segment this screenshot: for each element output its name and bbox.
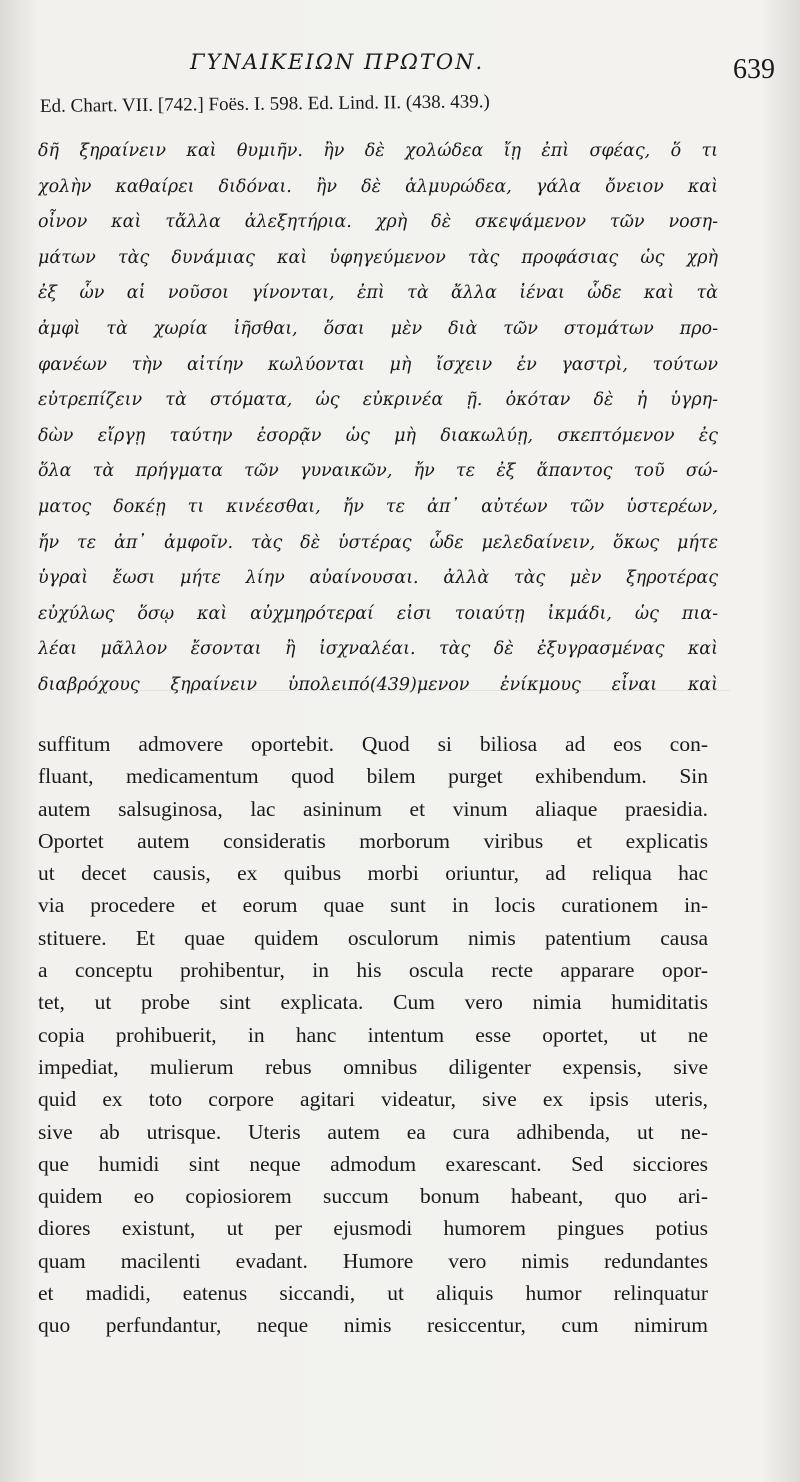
greek-text-line: ὅλα τὰ πρήγματα τῶν γυναικῶν, ἤν τε ἐξ ἅπαντος τοῦ σώ- bbox=[38, 461, 718, 482]
edition-reference-line: Ed. Chart. VII. [742.] Foës. I. 598. Ed. Lind. II. (438. 439.) bbox=[39, 91, 490, 117]
greek-text-line: ἀμφὶ τὰ χωρία ἰῆσθαι, ὅσαι μὲν διὰ τῶν στομάτων προ- bbox=[38, 318, 718, 339]
latin-text-line: fluant, medicamentum quod bilem purget exhibendum. Sin bbox=[38, 764, 708, 789]
greek-text-line: εὐχύλως ὅσῳ καὶ αὐχμηρότεραί εἰσι τοιαύτῃ ἰκμάδι, ὡς πια- bbox=[38, 603, 718, 624]
greek-text-line: ματος δοκέῃ τι κινέεσθαι, ἤν τε ἀπ᾽ αὐτέων τῶν ὑστερέων, bbox=[38, 496, 718, 517]
latin-text-line: sive ab utrisque. Uteris autem ea cura adhibenda, ut ne- bbox=[38, 1119, 708, 1144]
greek-text-line: λέαι μᾶλλον ἔσονται ἢ ἰσχναλέαι. τὰς δὲ ἐξυγρασμένας καὶ bbox=[38, 639, 718, 660]
latin-text-line: suffitum admovere oportebit. Quod si biliosa ad eos con- bbox=[38, 732, 708, 756]
greek-text-line: οἶνον καὶ τἄλλα ἀλεξητήρια. χρὴ δὲ σκεψάμενον τῶν νοση- bbox=[38, 212, 718, 233]
greek-text-block bbox=[38, 134, 718, 704]
latin-text-line: copia prohibuerit, in hanc intentum esse oportet, ut ne bbox=[38, 1022, 708, 1047]
latin-text-line: via procedere et eorum quae sunt in locis curationem in- bbox=[38, 893, 708, 918]
greek-text-line: δὼν εἴργῃ ταύτην ἐσορᾷν ὡς μὴ διακωλύῃ, σκεπτόμενον ἐς bbox=[38, 425, 718, 446]
latin-text-line: Oportet autem consideratis morborum viribus et explicatis bbox=[38, 828, 708, 853]
greek-text-line: φανέων τὴν αἰτίην κωλύονται μὴ ἴσχειν ἐν γαστρὶ, τούτων bbox=[38, 354, 718, 375]
greek-text-line: ὑγραὶ ἔωσι μήτε λίην αὐαίνουσαι. ἀλλὰ τὰς μὲν ξηροτέρας bbox=[38, 568, 718, 589]
greek-text-line: διαβρόχους ξηραίνειν ὑπολειπό(439)μενον ἐνίκμους εἶναι καὶ bbox=[38, 674, 718, 695]
greek-text-line: μάτων τὰς δυνάμιας καὶ ὑφηγεύμενον τὰς προφάσιας ὡς χρὴ bbox=[38, 247, 718, 268]
latin-text-line: tet, ut probe sint explicata. Cum vero nimia humiditatis bbox=[38, 990, 708, 1015]
latin-text-line: impediat, mulierum rebus omnibus diligenter expensis, sive bbox=[38, 1054, 708, 1079]
greek-text-line: δῆ ξηραίνειν καὶ θυμιῆν. ἢν δὲ χολώδεα ἴῃ ἐπὶ σφέας, ὅ τι bbox=[38, 141, 718, 161]
latin-text-line: que humidi sint neque admodum exarescant. Sed sicciores bbox=[38, 1151, 708, 1176]
latin-text-line: et madidi, eatenus siccandi, ut aliquis humor relinquatur bbox=[38, 1281, 708, 1306]
greek-text-line: εὐτρεπίζειν τὰ στόματα, ὡς εὐκρινέα ῇ. ὁκόταν δὲ ἡ ὑγρη- bbox=[38, 390, 718, 411]
latin-text-line: a conceptu prohibentur, in his oscula recte apparare opor- bbox=[38, 958, 708, 983]
latin-text-line: ut decet causis, ex quibus morbi oriuntur, ad reliqua hac bbox=[38, 861, 708, 886]
latin-text-line: quid ex toto corpore agitari videatur, sive ex ipsis uteris, bbox=[38, 1087, 708, 1112]
page-number: 639 bbox=[733, 54, 775, 85]
latin-text-line: stituere. Et quae quidem osculorum nimis patentium causa bbox=[38, 925, 708, 950]
latin-text-line: quo perfundantur, neque nimis resiccentur, cum nimirum bbox=[38, 1313, 708, 1338]
latin-text-line: autem salsuginosa, lac asininum et vinum aliaque praesidia. bbox=[38, 796, 708, 821]
latin-text-line: quam macilenti evadant. Humore vero nimis redundantes bbox=[38, 1248, 708, 1273]
running-title: ΓΥΝΑΙΚΕΙΩΝ ΠΡΩΤΟΝ. bbox=[190, 50, 485, 74]
greek-text-line: ἐξ ὧν αἱ νοῦσοι γίνονται, ἐπὶ τὰ ἄλλα ἰέναι ὧδε καὶ τὰ bbox=[38, 283, 718, 304]
latin-text-line: diores existunt, ut per ejusmodi humorem pingues potius bbox=[38, 1216, 708, 1241]
greek-text-line: χολὴν καθαίρει διδόναι. ἢν δὲ ἁλμυρώδεα, γάλα ὄνειον καὶ bbox=[38, 176, 718, 197]
greek-text-line: ἤν τε ἀπ᾽ ἀμφοῖν. τὰς δὲ ὑστέρας ὧδε μελεδαίνειν, ὅκως μήτε bbox=[38, 532, 718, 553]
latin-text-block bbox=[38, 728, 708, 1342]
page-header bbox=[40, 46, 775, 96]
bleed-through-divider bbox=[60, 690, 730, 691]
latin-text-line: quidem eo copiosiorem succum bonum habeant, quo ari- bbox=[38, 1184, 708, 1209]
